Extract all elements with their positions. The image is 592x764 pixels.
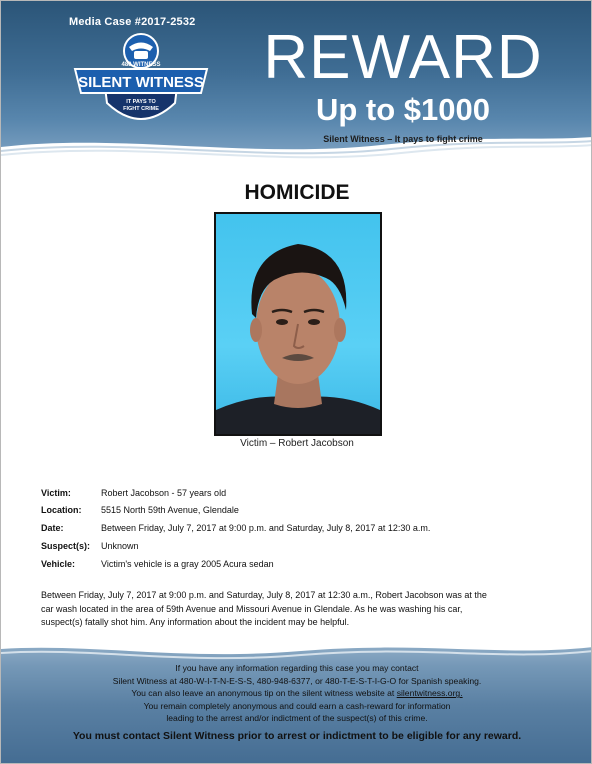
detail-label: Location: <box>41 505 82 515</box>
footer-line: leading to the arrest and/or indictment of the suspect(s) of this crime. <box>166 713 428 724</box>
detail-value: 5515 North 59th Avenue, Glendale <box>101 505 239 515</box>
website-link[interactable]: silentwitness.org. <box>396 688 463 699</box>
footer-contact-info <box>1 662 592 725</box>
reward-amount: Up to $1000 <box>315 92 490 127</box>
detail-label: Suspect(s): <box>41 541 91 551</box>
detail-label: Victim: <box>41 488 71 498</box>
logo-name-text: SILENT WITNESS <box>78 74 204 91</box>
detail-value: Between Friday, July 7, 2017 at 9:00 p.m. and Saturday, July 8, 2017 at 12:30 a.m. <box>101 523 431 533</box>
footer-line-prefix: You can also leave an anonymous tip on the silent witness website at <box>131 688 397 699</box>
narrative-line: Between Friday, July 7, 2017 at 9:00 p.m. and Saturday, July 8, 2017 at 12:30 a.m., Robert Jacobson was at the <box>41 590 487 600</box>
narrative-line: suspect(s) fatally shot him. Any information about the incident may be helpful. <box>41 617 350 627</box>
detail-value: Victim's vehicle is a gray 2005 Acura sedan <box>101 559 274 569</box>
logo-slogan-line1: IT PAYS TO <box>126 99 156 105</box>
detail-value: Unknown <box>101 541 139 551</box>
person-silhouette-icon <box>216 214 380 434</box>
case-narrative <box>41 589 561 630</box>
logo-phone-text: 480.WITNESS <box>121 62 161 68</box>
detail-label: Vehicle: <box>41 559 76 569</box>
victim-photo <box>214 212 382 436</box>
crime-title: HOMICIDE <box>244 181 350 204</box>
logo-slogan-line2: FIGHT CRIME <box>123 106 159 112</box>
footer-line <box>1 687 592 700</box>
tagline: Silent Witness – It pays to fight crime <box>323 134 483 144</box>
silent-witness-logo <box>71 33 211 135</box>
footer-line: Silent Witness at 480-W-I-T-N-E-S-S, 480-948-6377, or 480-T-E-S-T-I-G-O for Spanish speaking. <box>112 675 482 686</box>
eligibility-warning: You must contact Silent Witness prior to arrest or indictment to be eligible for any reward. <box>72 730 522 742</box>
footer-line: You remain completely anonymous and could earn a cash-reward for information <box>143 700 451 711</box>
footer-line: If you have any information regarding this case you may contact <box>175 663 419 673</box>
narrative-line: car wash located in the area of 59th Avenue and Missouri Avenue in Glendale. As he was washing his car, <box>41 603 463 614</box>
media-case-number: Media Case #2017-2532 <box>69 16 196 28</box>
detail-label: Date: <box>41 523 64 533</box>
reward-title: REWARD <box>263 23 543 92</box>
detail-value: Robert Jacobson - 57 years old <box>101 488 227 498</box>
photo-caption: Victim – Robert Jacobson <box>240 438 354 449</box>
